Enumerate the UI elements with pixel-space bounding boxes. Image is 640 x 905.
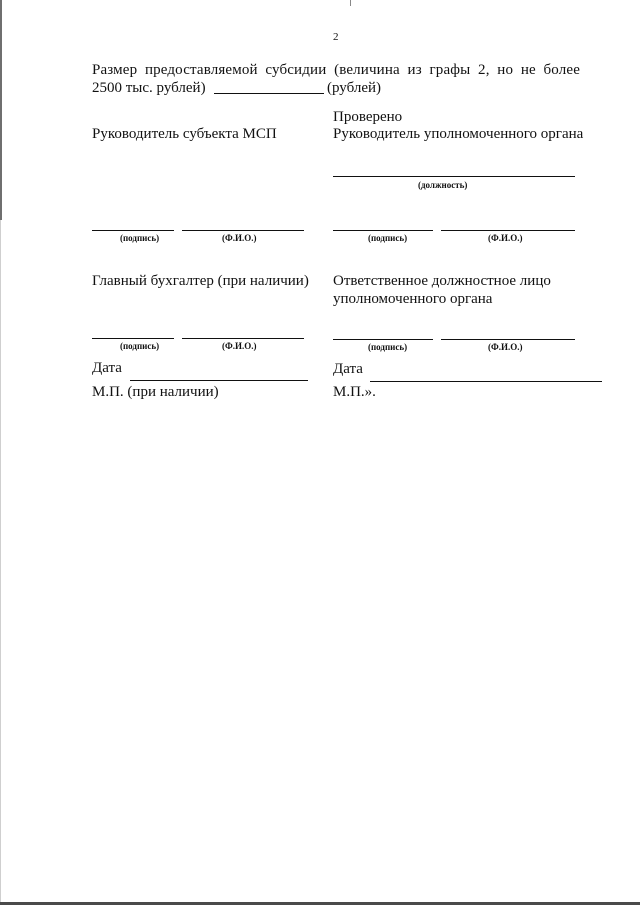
organ-head-signature-caption: (подпись) <box>368 233 408 243</box>
right-date-label: Дата <box>333 361 363 377</box>
sme-head-name-caption: (Ф.И.О.) <box>222 233 257 243</box>
organ-head-title: Руководитель уполномоченного органа <box>333 126 584 142</box>
subsidy-text-line2: 2500 тыс. рублей) <box>92 80 206 96</box>
scan-mark-top <box>350 0 351 6</box>
right-date-line <box>370 381 602 382</box>
subsidy-text-line1: Размер предоставляемой субсидии (величина из графы 2, но не более <box>92 62 580 78</box>
accountant-name-line <box>182 338 304 339</box>
responsible-official-title-line2: уполномоченного органа <box>333 291 493 307</box>
right-stamp-label: М.П.». <box>333 384 376 400</box>
organ-head-name-caption: (Ф.И.О.) <box>488 233 523 243</box>
chief-accountant-title: Главный бухгалтер (при наличии) <box>92 273 309 289</box>
organ-head-signature-line <box>333 230 433 231</box>
scan-edge-left <box>0 0 2 220</box>
official-signature-caption: (подпись) <box>368 342 408 352</box>
subsidy-amount-field-line <box>214 93 324 94</box>
accountant-name-caption: (Ф.И.О.) <box>222 341 257 351</box>
position-signature-line <box>333 176 575 177</box>
checked-label: Проверено <box>333 109 403 125</box>
official-name-line <box>441 339 575 340</box>
scan-edge-left-faint <box>0 220 1 905</box>
subsidy-currency-label: (рублей) <box>327 80 382 96</box>
page-number: 2 <box>333 31 339 43</box>
accountant-signature-caption: (подпись) <box>120 341 160 351</box>
organ-head-name-line <box>441 230 575 231</box>
position-caption: (должность) <box>418 180 468 190</box>
official-signature-line <box>333 339 433 340</box>
responsible-official-title-line1: Ответственное должностное лицо <box>333 273 551 289</box>
left-date-label: Дата <box>92 360 122 376</box>
accountant-signature-line <box>92 338 174 339</box>
sme-head-signature-caption: (подпись) <box>120 233 160 243</box>
sme-head-title: Руководитель субъекта МСП <box>92 126 277 142</box>
sme-head-signature-line <box>92 230 174 231</box>
official-name-caption: (Ф.И.О.) <box>488 342 523 352</box>
sme-head-name-line <box>182 230 304 231</box>
left-stamp-label: М.П. (при наличии) <box>92 384 219 400</box>
left-date-line <box>130 380 308 381</box>
